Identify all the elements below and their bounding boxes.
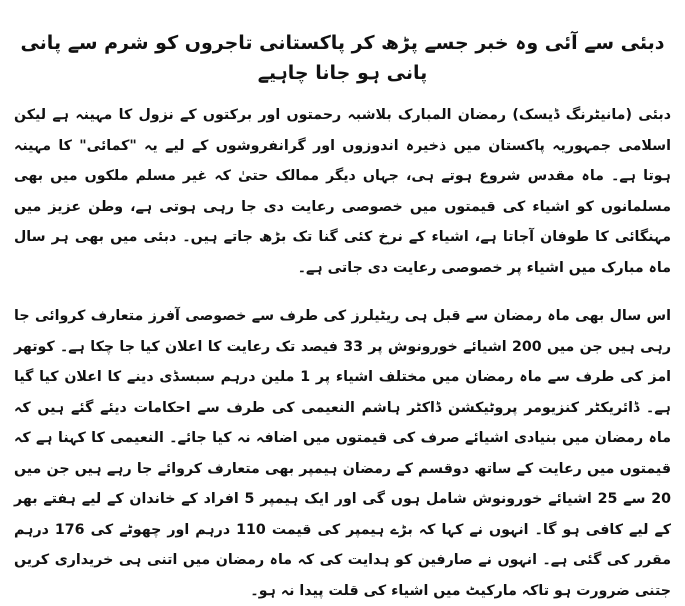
article-headline: دبئی سے آئی وہ خبر جسے پڑھ کر پاکستانی تاجروں کو شرم سے پانی پانی ہو جانا چاہیے: [20, 32, 665, 84]
article-paragraph-1: دبئی (مانیٹرنگ ڈیسک) رمضان المبارک بلاشبہ رحمتوں اور برکتوں کے نزول کا مہینہ ہے لیکن اسلامی جمہوریہ پاکستان میں ذخیرہ اندوزوں اور گرانفروشوں کے لیے یہ "کمائی" کا مہینہ ہوتا ہے۔ ماہ مقدس شروع ہوتے ہی، جہاں دیگر ممالک حتیٰ کہ غیر مسلم ملکوں میں بھی مسلمانوں کو اشیاء کی قیمتوں میں خصوصی رعایت دی جا رہی ہوتی ہے، وطن عزیز میں مہنگائی کا طوفان آجاتا ہے، اشیاء کے نرخ کئی گنا تک بڑھ جاتے ہیں۔ دبئی میں بھی ہر سال ماہ مبارک میں اشیاء پر خصوصی رعایت دی جاتی ہے۔: [14, 107, 671, 276]
article-paragraph-2: اس سال بھی ماہ رمضان سے قبل ہی ریٹیلرز کی طرف سے خصوصی آفرز متعارف کروائی جا رہی ہیں جن میں 200 اشیائے خورونوش پر 33 فیصد تک رعایت کا اعلان کیا جا چکا ہے۔ کوتھر امز کی طرف سے ماہ رمضان میں مختلف اشیاء پر 1 ملین درہم سبسڈی دینے کا اعلان کیا گیا ہے۔ ڈائریکٹر کنزیومر پروٹیکشن ڈاکٹر ہاشم النعیمی کی طرف سے احکامات دیئے گئے ہیں کہ ماہ رمضان میں بنیادی اشیائے صرف کی قیمتوں میں اضافہ نہ کیا جائے۔ النعیمی کا کہنا ہے کہ قیمتوں میں رعایت کے ساتھ دوقسم کے رمضان ہیمپر بھی متعارف کروائے جا رہے ہیں جن میں 20 سے 25 اشیائے خورونوش شامل ہوں گی اور ایک ہیمپر 5 افراد کے خاندان کے لیے ہفتے بھر کے لیے کافی ہو گا۔ انہوں نے کہا کہ بڑے ہیمپر کی قیمت 110 درہم اور چھوٹے کی 176 درہم مقرر کی گئی ہے۔ انہوں نے صارفین کو ہدایت کی کہ ماہ رمضان میں اتنی ہی خریداری کریں جتنی ضرورت ہو تاکہ مارکیٹ میں اشیاء کی قلت پیدا نہ ہو۔: [14, 308, 672, 599]
